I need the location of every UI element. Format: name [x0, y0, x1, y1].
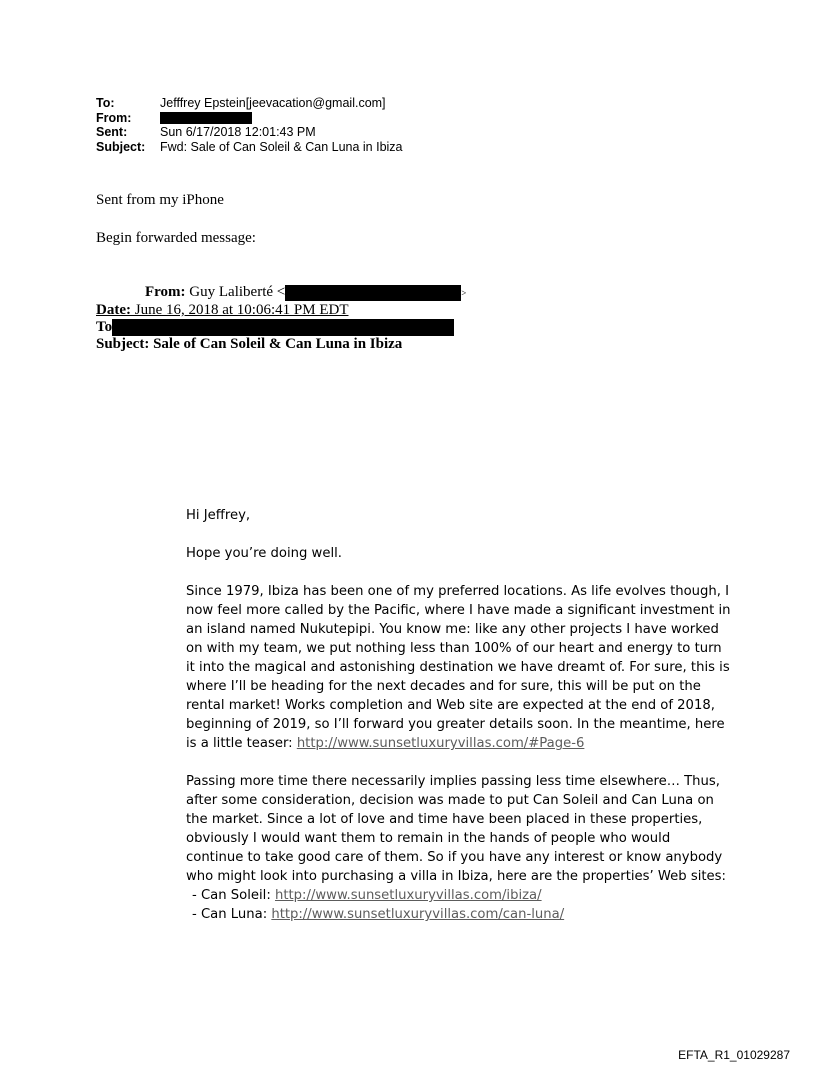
from-label: From: — [96, 110, 132, 125]
list-item-can-luna — [186, 905, 731, 924]
can-soleil-link[interactable]: http://www.sunsetluxuryvillas.com/ibiza/ — [274, 888, 542, 903]
fwd-subject-value: Sale of Can Soleil & Can Luna in Ibiza — [149, 336, 403, 353]
sent-from-line: Sent from my iPhone — [96, 192, 224, 208]
fwd-to-label: To — [96, 319, 113, 335]
begin-forwarded-line: Begin forwarded message: — [96, 230, 256, 246]
paragraph-2: Passing more time there necessarily implies passing less time elsewhere… Thus, after some consideration, decision was made to put Can Soleil and Can Luna on the market. Since a lot of love and time have been placed in these properties, obviously I would want them to remain in the hands of people who would continue to take good care of them. So if you have any interest or know anybody who might look into purchasing a villa in Ibiza, here are the properties’ Web sites: — [186, 774, 726, 884]
from-row — [96, 111, 403, 126]
fwd-date-label: Date: — [96, 302, 131, 318]
can-soleil-label: - Can Soleil: — [192, 888, 275, 903]
fwd-from-label: From: — [145, 284, 186, 300]
fwd-from-close: > — [461, 288, 467, 298]
redaction-box — [285, 285, 461, 301]
to-value: Jefffrey Epstein[jeevacation@gmail.com] — [160, 96, 386, 110]
can-luna-link[interactable]: http://www.sunsetluxuryvillas.com/can-luna/ — [271, 907, 565, 922]
hope-line: Hope you’re doing well. — [186, 546, 342, 561]
document-id: EFTA_R1_01029287 — [678, 1048, 790, 1062]
fwd-to-row — [96, 319, 466, 336]
fwd-date-row — [96, 302, 466, 319]
message-body — [186, 506, 731, 924]
forwarded-header — [96, 284, 466, 353]
fwd-subject-row — [96, 336, 466, 353]
redaction-box — [160, 112, 252, 124]
fwd-subject-label: Subject: — [96, 336, 150, 353]
fwd-date-value: June 16, 2018 at 10:06:41 PM EDT — [130, 302, 349, 318]
fwd-from-name: Guy Laliberté < — [189, 284, 286, 300]
email-header — [96, 96, 403, 154]
fwd-from-row — [96, 284, 466, 302]
sent-value: Sun 6/17/2018 12:01:43 PM — [160, 125, 316, 139]
list-item-can-soleil — [186, 886, 731, 905]
paragraph-1 — [186, 582, 731, 753]
sent-row — [96, 125, 403, 140]
greeting: Hi Jeffrey, — [186, 508, 251, 523]
subject-value: Fwd: Sale of Can Soleil & Can Luna in Ibiza — [160, 139, 403, 154]
can-luna-label: - Can Luna: — [192, 907, 272, 922]
to-label: To: — [96, 96, 115, 110]
teaser-link[interactable]: http://www.sunsetluxuryvillas.com/#Page-6 — [296, 736, 585, 751]
sent-label: Sent: — [96, 125, 128, 139]
to-row — [96, 96, 403, 111]
paragraph-1-text: Since 1979, Ibiza has been one of my preferred locations. As life evolves though, I now feel more called by the Pacific, where I have made a significant investment in an island named Nukutepipi. You know me: like any other projects I have worked on with my team, we put nothing less than 100% of our heart and energy to turn it into the magical and astonishing destination we have dreamt of. For sure, this is where I’ll be heading for the next decades and for sure, this will be put on the rental market! Works completion and Web site are expected at the end of 2018, beginning of 2019, so I’ll forward you greater details soon. In the meantime, here is a little teaser: — [186, 584, 731, 751]
subject-label: Subject: — [96, 139, 146, 154]
redaction-box — [112, 319, 454, 336]
subject-row — [96, 140, 403, 155]
